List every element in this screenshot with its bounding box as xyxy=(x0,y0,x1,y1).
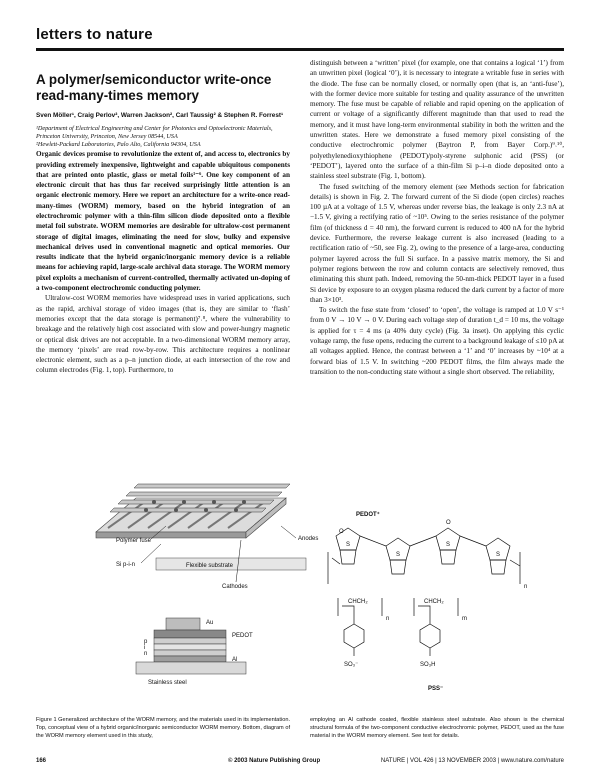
article-title: A polymer/semiconductor write-once read-many-times memory xyxy=(36,72,272,103)
figure-1 xyxy=(36,466,564,754)
pedot-structure xyxy=(328,528,520,584)
section-header: letters to nature xyxy=(36,26,153,43)
label-n-pedot: n xyxy=(524,584,528,590)
au-layer xyxy=(166,618,200,630)
journal-info: NATURE | VOL 426 | 13 NOVEMBER 2003 | www.nature.com/nature xyxy=(380,758,564,764)
left-column xyxy=(36,60,290,376)
label-m-pss: m xyxy=(462,616,467,622)
pss-structure xyxy=(338,598,458,656)
label-flexible-substrate: Flexible substrate xyxy=(186,563,234,569)
device-cross-section xyxy=(136,618,246,674)
label-pedot-plus: PEDOT⁺ xyxy=(356,512,380,518)
i-layer xyxy=(154,644,226,650)
n-layer xyxy=(154,650,226,656)
article-authors: Sven Möller¹, Craig Perlov², Warren Jackson², Carl Taussig² & Stephen R. Forrest¹ xyxy=(36,112,284,119)
affiliation-2: ²Hewlett-Packard Laboratories, Palo Alto, California 94304, USA xyxy=(36,141,201,148)
label-p: p xyxy=(144,639,148,645)
stainless-steel-layer xyxy=(136,662,246,674)
figure-1-diagram xyxy=(36,466,564,716)
label-o-2: O xyxy=(446,520,451,526)
label-si-pin: Si p-i-n xyxy=(116,562,136,568)
label-anodes: Anodes xyxy=(298,536,319,542)
label-n-pss: n xyxy=(386,616,390,622)
memory-array-illustration xyxy=(96,484,290,538)
copyright: © 2003 Nature Publishing Group xyxy=(228,758,321,764)
label-i: i xyxy=(144,645,146,651)
pedot-layer xyxy=(154,630,226,638)
figure-caption-right: employing an Al cathode coated, flexible stainless steel substrate. Also shown is the chemical structural formula of the two-component conductive electrochromic polymer, PEDOT, used as the fuse material in the WORM memory element. See text for details. xyxy=(310,717,564,739)
label-au: Au xyxy=(206,620,214,626)
body-paragraph-left: Ultralow-cost WORM memories have widespread uses in varied applications, such as the rapid, archival storage of video images (that is, they are similar to ‘flash’ memories except that the data storage is permanent)⁷˒⁸, where the vulnerability to breakage and the relatively high cost associated with slow and power-hungry magnetic or optical disk drives are not acceptable. In a two-dimensional WORM memory array, the memory ‘pixels’ are read row-by-row. This architecture requires a nonlinear electronic element, such as a p–n junction diode, at each intersection of the row and column electrodes (Fig. 1, top). Furthermore, to xyxy=(36,294,290,375)
figure-caption-left: Figure 1 Generalized architecture of the WORM memory, and the materials used in its implementation. Top, conceptual view of a hybrid organic/inorganic semiconductor WORM memory. Bottom, diagram of the WORM memory element used in this study, xyxy=(36,717,290,739)
label-so3-1: SO₃⁻ xyxy=(344,662,359,668)
abstract: Organic devices promise to revolutionize the extent of, and access to, electronics by providing extremely inexpensive, lightweight and capable ubiquitous components that are printed onto plastic, glass or metal foils¹⁻⁶. One key component of an electronic circuit that has thus far received surprisingly little attention is an organic electronic memory. Here we report an architecture for a write-once read-many-times (WORM) memory, based on the hybrid integration of an electrochromic polymer with a thin-film silicon diode deposited onto a flexible metal foil substrate. WORM memories are desirable for ultralow-cost permanent storage of digital images, eliminating the need for slow, bulky and expensive mechanical drives used in conventional magnetic and optical memories. Our results indicate that the hybrid organic/inorganic memory device is a reliable means for achieving rapid, large-scale archival data storage. The WORM memory pixel exploits a mechanism of current-controlled, thermally activated un-doping of a two-component electrochromic conducting polymer. xyxy=(36,150,290,293)
label-s-4: S xyxy=(496,552,501,558)
al-layer xyxy=(154,656,226,662)
body-paragraph-right-3: To switch the fuse state from ‘closed’ to ‘open’, the voltage is ramped at 1.0 V s⁻¹ from 0 V → 10 V → 0 V. During each voltage step of duration t_d = 10 ms, the voltage is applied for τ = 4 ms (a 40% duty cycle) (Fig. 3a inset). On applying this cyclic voltage ramp, the fuse opens, reducing the current to a background leakage of ≤10 pA at all voltages applied. Hence, the contrast between a ‘1’ and ‘0’ increases by ~10⁴ at a forward bias of 1.5 V. In switching ~200 PEDOT films, the film always made the transition to the non-conducting state without a single short observed. The reliability, xyxy=(310,306,564,376)
affiliation-1: ¹Department of Electrical Engineering and Center for Photonics and Optoelectronic Materials, Princeton University, Princeton, New Jersey 08544, USA xyxy=(36,124,273,140)
body-paragraph-right-1: distinguish between a ‘written’ pixel (for example, one that contains a logical ‘1’) from an unwritten pixel (logical ‘0’), it is necessary to integrate a writable fuse in series with the diode. The fuse can be normally closed, or normally open (that is, an ‘anti-fuse’), with the former device more suitable for testing and quality assurance of the unwritten memory. The fuse must be capable of reliable and rapid opening on the application of current or voltage of a significantly different magnitude than that used to read the memory, and it must have long-term environmental stability in both the written and the unwritten states. Here we demonstrate a fused memory pixel consisting of the conductive electrochromic polymer (Baytron P, from Bayer Corp.)⁹˒¹⁰, polyethylenedioxythiophene (PEDOT)/poly-styrene sulphonic acid (PSS) (or ‘PEDOT’), layered onto the surface of a thin-film Si p–i–n diode deposited onto a stainless steel substrate (Fig. 1, bottom). xyxy=(310,59,564,181)
label-polymer-fuse: Polymer fuse xyxy=(116,538,152,544)
label-cathodes: Cathodes xyxy=(222,584,248,590)
p-layer xyxy=(154,638,226,644)
page-number: 166 xyxy=(36,758,47,764)
pointer-anodes xyxy=(281,526,296,538)
label-pedot: PEDOT xyxy=(232,633,253,639)
label-stainless-steel: Stainless steel xyxy=(148,680,187,686)
body-paragraph-right-2: The fused switching of the memory element (see Methods section for fabrication details) is shown in Fig. 2. The forward current of the Si diode (open circles) reaches 100 µA at a voltage of 1.5 V, whereas under reverse bias, the leakage is only 2.3 nA at −1.5 V, giving a rectifying ratio of ~10⁵. Owing to the series resistance of the polymer film (of thickness d = 40 nm), the forward current is reduced to 400 nA for the hybrid device. Furthermore, the reverse leakage current is also increased (leading to a rectification ratio of ~50, see Fig. 2), owing to the presence of a large-area, conducting polymer layered across the full Si surface. In a passive matrix memory, the Si and polymer regions between the row and column contacts are selectively removed, thus eliminating this shunt path. Indeed, removing the 50-nm-thick PEDOT layer in a fused Si device by exposure to an oxygen plasma reduced the dark current by a factor of more than 3×10³. xyxy=(310,182,564,304)
label-o-1: O xyxy=(339,529,344,535)
page-footer xyxy=(36,758,564,768)
label-so3-2: SO₃H xyxy=(420,662,436,668)
label-ch-group-2: CHCH₂ xyxy=(424,599,444,605)
header-rule xyxy=(36,48,564,51)
label-s-3: S xyxy=(446,542,451,548)
label-al: Al xyxy=(232,657,238,663)
label-s-1: S xyxy=(346,542,351,548)
right-column xyxy=(310,58,564,377)
label-pss-minus: PSS⁻ xyxy=(428,686,444,692)
label-n: n xyxy=(144,651,148,657)
label-s-2: S xyxy=(396,552,401,558)
label-ch-group-1: CHCH₂ xyxy=(348,599,368,605)
